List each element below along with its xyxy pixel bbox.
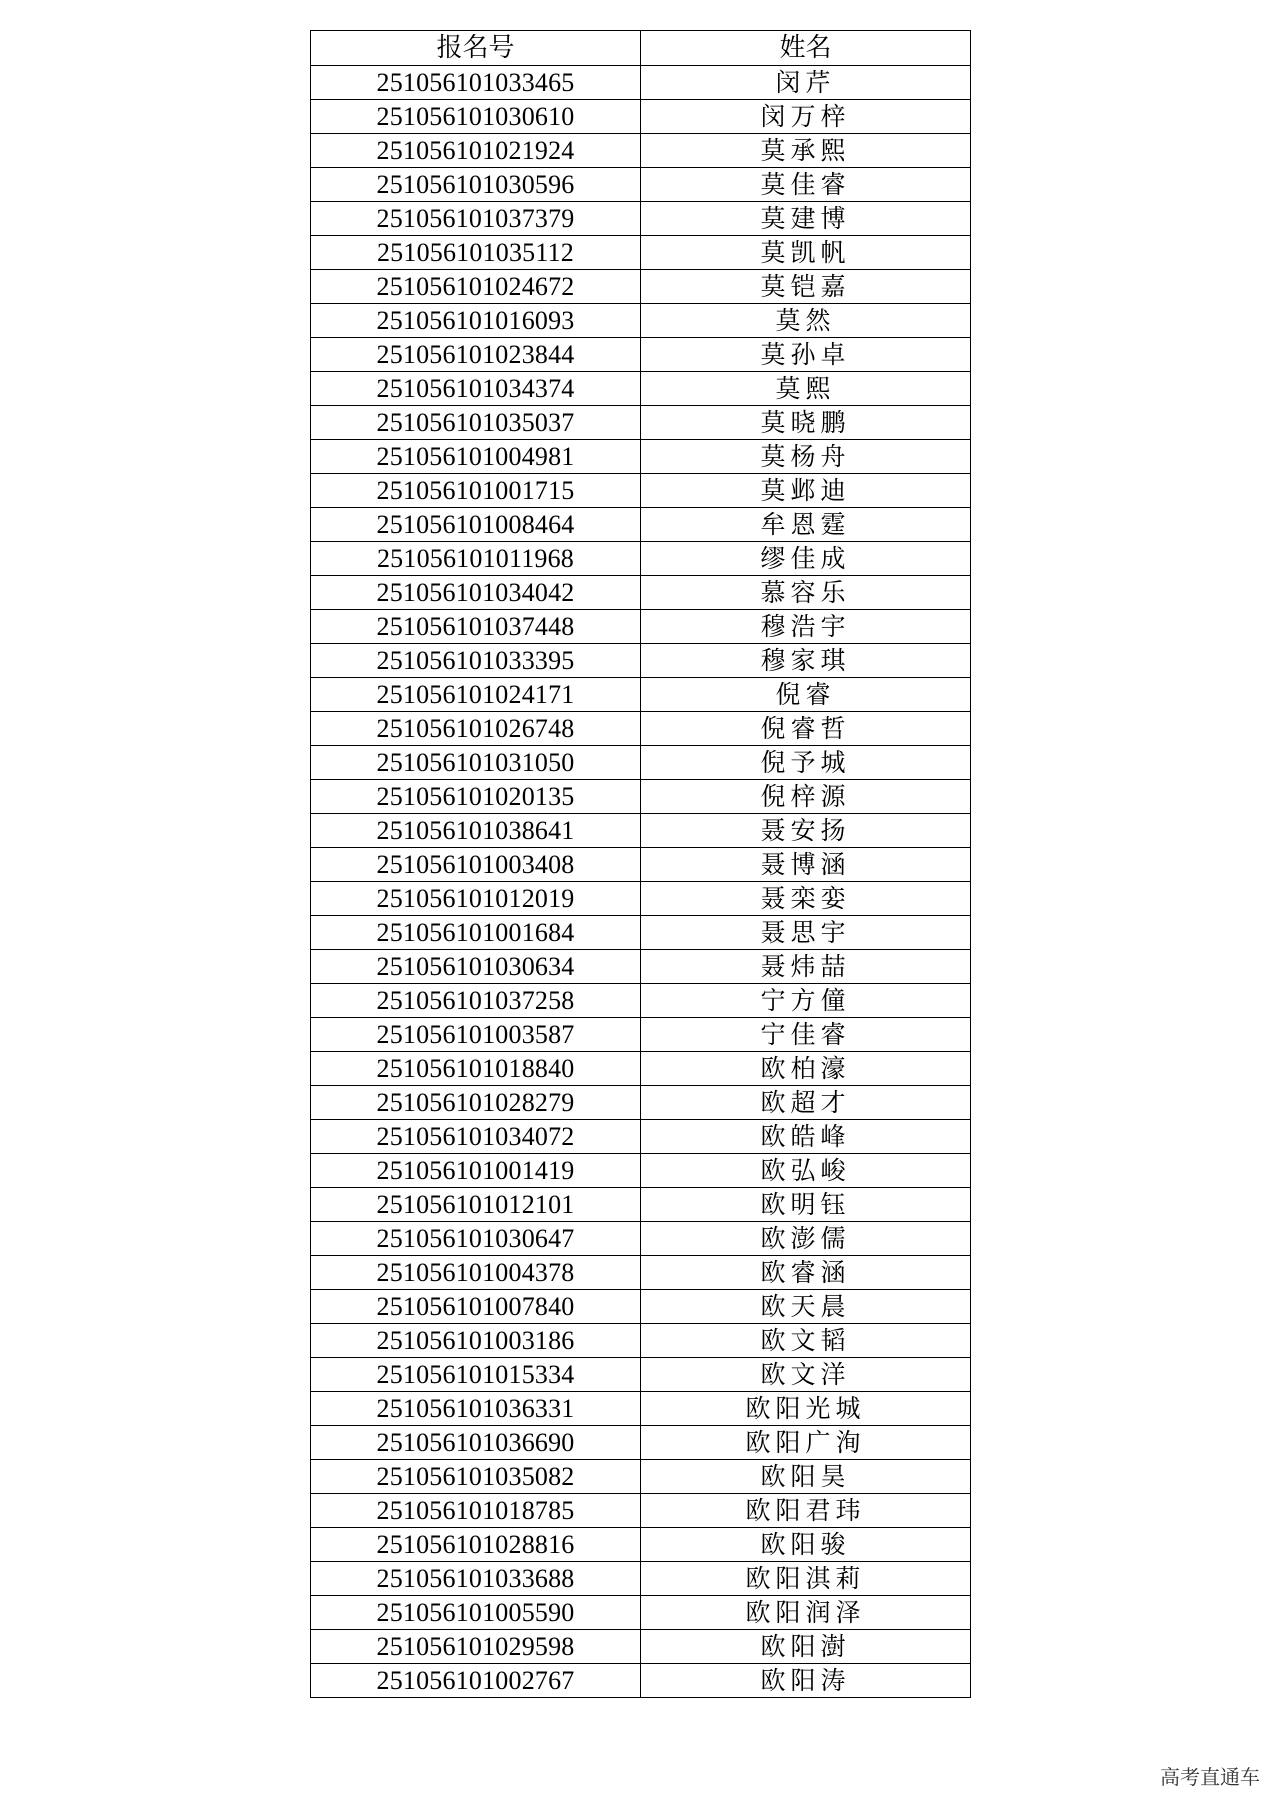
registration-number-cell: 251056101033465 [311,66,641,100]
table-row [311,1596,971,1630]
name-cell: 欧澎儒 [641,1222,971,1256]
name-cell: 倪梓源 [641,780,971,814]
roster-table [310,30,971,1698]
roster-sheet [310,30,970,1698]
table-row [311,1188,971,1222]
name-cell: 莫杨舟 [641,440,971,474]
table-row [311,1086,971,1120]
name-cell: 欧超才 [641,1086,971,1120]
registration-number-cell: 251056101037258 [311,984,641,1018]
table-row [311,440,971,474]
registration-number-cell: 251056101012101 [311,1188,641,1222]
name-cell: 莫孙卓 [641,338,971,372]
table-row [311,1222,971,1256]
table-row [311,542,971,576]
name-cell: 欧阳广洵 [641,1426,971,1460]
name-cell: 聂思宇 [641,916,971,950]
name-cell: 欧弘峻 [641,1154,971,1188]
table-row [311,304,971,338]
name-cell: 莫建博 [641,202,971,236]
table-row [311,66,971,100]
table-row [311,508,971,542]
watermark-text: 高考直通车 [1160,1765,1260,1789]
registration-number-cell: 251056101020135 [311,780,641,814]
name-cell: 莫佳睿 [641,168,971,202]
table-row [311,1528,971,1562]
table-row [311,474,971,508]
table-row [311,1392,971,1426]
name-cell: 欧阳骏 [641,1528,971,1562]
table-row [311,712,971,746]
registration-number-cell: 251056101007840 [311,1290,641,1324]
registration-number-cell: 251056101030610 [311,100,641,134]
table-row [311,338,971,372]
table-row [311,644,971,678]
registration-number-cell: 251056101015334 [311,1358,641,1392]
table-row [311,1154,971,1188]
table-row [311,814,971,848]
registration-number-cell: 251056101012019 [311,882,641,916]
table-row [311,1358,971,1392]
table-row [311,168,971,202]
table-row [311,576,971,610]
table-row [311,848,971,882]
registration-number-cell: 251056101021924 [311,134,641,168]
registration-number-cell: 251056101001715 [311,474,641,508]
registration-number-cell: 251056101035112 [311,236,641,270]
table-row [311,1630,971,1664]
name-cell: 倪睿哲 [641,712,971,746]
name-cell: 欧阳君玮 [641,1494,971,1528]
name-cell: 缪佳成 [641,542,971,576]
registration-number-cell: 251056101030596 [311,168,641,202]
name-cell: 莫凯帆 [641,236,971,270]
table-row [311,270,971,304]
registration-number-cell: 251056101034042 [311,576,641,610]
name-cell: 聂栾娈 [641,882,971,916]
registration-number-cell: 251056101023844 [311,338,641,372]
registration-number-cell: 251056101011968 [311,542,641,576]
name-cell: 莫铠嘉 [641,270,971,304]
registration-number-cell: 251056101033395 [311,644,641,678]
name-cell: 倪予城 [641,746,971,780]
name-cell: 宁佳睿 [641,1018,971,1052]
table-row [311,1120,971,1154]
registration-number-cell: 251056101030647 [311,1222,641,1256]
name-cell: 牟恩霆 [641,508,971,542]
name-cell: 慕容乐 [641,576,971,610]
table-row [311,406,971,440]
table-row [311,916,971,950]
name-cell: 欧阳昊 [641,1460,971,1494]
table-row [311,1494,971,1528]
registration-number-cell: 251056101036331 [311,1392,641,1426]
registration-number-cell: 251056101034072 [311,1120,641,1154]
table-row [311,678,971,712]
table-row [311,984,971,1018]
name-cell: 闵万梓 [641,100,971,134]
name-cell: 欧阳光城 [641,1392,971,1426]
registration-number-cell: 251056101037448 [311,610,641,644]
table-row [311,1018,971,1052]
table-row [311,236,971,270]
registration-number-cell: 251056101018840 [311,1052,641,1086]
header-row [311,31,971,66]
table-row [311,1460,971,1494]
name-cell: 欧阳淇莉 [641,1562,971,1596]
registration-number-cell: 251056101002767 [311,1664,641,1698]
table-row [311,882,971,916]
registration-number-cell: 251056101024672 [311,270,641,304]
name-cell: 穆浩宇 [641,610,971,644]
registration-number-cell: 251056101018785 [311,1494,641,1528]
registration-number-cell: 251056101035082 [311,1460,641,1494]
registration-number-cell: 251056101028279 [311,1086,641,1120]
table-row [311,610,971,644]
registration-number-cell: 251056101008464 [311,508,641,542]
name-cell: 欧睿涵 [641,1256,971,1290]
name-cell: 聂安扬 [641,814,971,848]
header-registration-number: 报名号 [311,31,641,66]
name-cell: 莫邺迪 [641,474,971,508]
registration-number-cell: 251056101001684 [311,916,641,950]
registration-number-cell: 251056101035037 [311,406,641,440]
registration-number-cell: 251056101004981 [311,440,641,474]
registration-number-cell: 251056101001419 [311,1154,641,1188]
name-cell: 欧柏濠 [641,1052,971,1086]
name-cell: 欧明钰 [641,1188,971,1222]
table-row [311,372,971,406]
table-row [311,1324,971,1358]
name-cell: 莫熙 [641,372,971,406]
roster-body [311,66,971,1698]
registration-number-cell: 251056101003186 [311,1324,641,1358]
table-row [311,1562,971,1596]
name-cell: 闵芹 [641,66,971,100]
name-cell: 穆家琪 [641,644,971,678]
registration-number-cell: 251056101030634 [311,950,641,984]
header-name: 姓名 [641,31,971,66]
name-cell: 欧皓峰 [641,1120,971,1154]
registration-number-cell: 251056101003587 [311,1018,641,1052]
table-row [311,1664,971,1698]
name-cell: 聂炜喆 [641,950,971,984]
registration-number-cell: 251056101024171 [311,678,641,712]
name-cell: 欧文韬 [641,1324,971,1358]
table-row [311,950,971,984]
name-cell: 欧阳润泽 [641,1596,971,1630]
table-row [311,1426,971,1460]
name-cell: 聂博涵 [641,848,971,882]
registration-number-cell: 251056101029598 [311,1630,641,1664]
registration-number-cell: 251056101005590 [311,1596,641,1630]
registration-number-cell: 251056101016093 [311,304,641,338]
registration-number-cell: 251056101033688 [311,1562,641,1596]
registration-number-cell: 251056101026748 [311,712,641,746]
registration-number-cell: 251056101031050 [311,746,641,780]
table-row [311,1052,971,1086]
name-cell: 欧天晨 [641,1290,971,1324]
name-cell: 欧阳澍 [641,1630,971,1664]
name-cell: 莫晓鹏 [641,406,971,440]
table-row [311,1256,971,1290]
name-cell: 宁方僮 [641,984,971,1018]
table-row [311,746,971,780]
registration-number-cell: 251056101003408 [311,848,641,882]
name-cell: 莫承熙 [641,134,971,168]
name-cell: 倪睿 [641,678,971,712]
table-row [311,134,971,168]
registration-number-cell: 251056101036690 [311,1426,641,1460]
registration-number-cell: 251056101004378 [311,1256,641,1290]
registration-number-cell: 251056101034374 [311,372,641,406]
table-row [311,100,971,134]
table-row [311,780,971,814]
name-cell: 欧文洋 [641,1358,971,1392]
registration-number-cell: 251056101038641 [311,814,641,848]
name-cell: 莫然 [641,304,971,338]
table-row [311,1290,971,1324]
table-row [311,202,971,236]
name-cell: 欧阳涛 [641,1664,971,1698]
registration-number-cell: 251056101037379 [311,202,641,236]
registration-number-cell: 251056101028816 [311,1528,641,1562]
